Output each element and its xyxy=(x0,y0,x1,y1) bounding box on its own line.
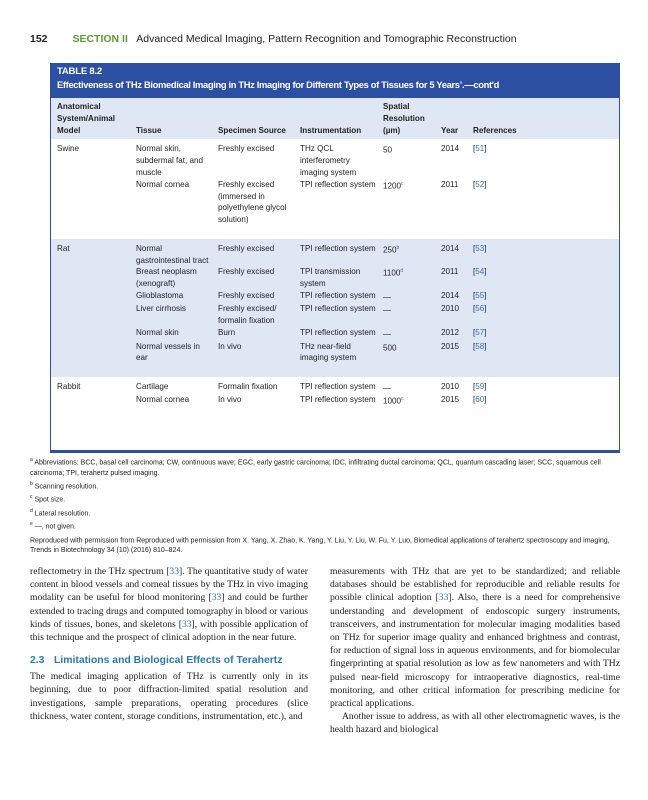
reference-link[interactable]: 59 xyxy=(475,381,485,391)
table-row xyxy=(51,327,619,340)
table-row xyxy=(51,266,619,290)
year-cell: 2015 xyxy=(441,341,460,351)
reference-link[interactable]: 56 xyxy=(475,304,485,314)
model-cell xyxy=(51,303,130,327)
instrument-cell: THz QCL interferometry imaging system xyxy=(300,144,357,177)
tissue-cell: Normal vessels in ear xyxy=(136,341,200,363)
reference-cell: [58] xyxy=(473,341,487,351)
resolution-cell: 1200$^c$ xyxy=(383,180,404,191)
instrument-cell: TPI reflection system xyxy=(300,179,376,189)
resolution-cell: — xyxy=(383,292,392,302)
model-cell xyxy=(51,179,130,239)
model-cell xyxy=(51,394,130,407)
table-row xyxy=(51,239,619,267)
footnote: Reproduced with permission from Reproduced with permission from X. Yang, X. Zhao, K. Yang, Y. Liu, Y. Liu, W. Fu, Y. Luo, Biomedical applications of terahertz spectroscopy and imaging, Trends in Biotechnology 34 (10) (2016) 810–824. xyxy=(30,537,610,555)
instrument-cell: THz near-field imaging system xyxy=(300,341,357,363)
resolution-cell: 250$^b$ xyxy=(383,244,400,255)
table-row xyxy=(51,394,619,407)
table-footnotes xyxy=(30,455,622,557)
body-column-left xyxy=(30,565,308,723)
col-header: Anatomical System/Animal Model xyxy=(57,102,116,135)
footnote: $^a$ Abbreviations: BCC, basal cell carcinoma; CW, continuous wave; EGC, early gastric carcinoma; IDC, infiltrating ductal carcinoma; QCL, quantum cascading laser; SCC, squamous cell carcinoma; TPI, terahertz pulsed imaging. xyxy=(30,457,601,477)
source-cell: Freshly excised xyxy=(218,144,275,154)
source-cell: Freshly excised xyxy=(218,243,275,253)
tissue-cell: Cartilage xyxy=(136,381,169,391)
year-cell: 2010 xyxy=(441,304,460,314)
table-row xyxy=(51,139,619,178)
model-cell xyxy=(51,327,130,340)
reference-link[interactable]: 53 xyxy=(475,243,485,253)
year-cell: 2014 xyxy=(441,144,460,154)
reference-cell: [52] xyxy=(473,179,487,189)
year-cell: 2010 xyxy=(441,381,460,391)
reference-link[interactable]: 54 xyxy=(475,267,485,277)
col-header: Instrumentation xyxy=(300,125,362,135)
data-table xyxy=(51,98,619,408)
resolution-cell: 50 xyxy=(383,146,393,156)
footnote: $^b$ Scanning resolution. xyxy=(30,480,99,491)
resolution-cell: 1000$^c$ xyxy=(383,396,404,406)
reference-cell: [60] xyxy=(473,395,487,405)
reference-cell: [53] xyxy=(473,243,487,253)
body-column-right xyxy=(330,565,620,737)
source-cell: In vivo xyxy=(218,395,242,405)
reference-cell: [54] xyxy=(473,267,487,277)
citation-link[interactable]: 33 xyxy=(211,592,222,604)
table-8-2 xyxy=(50,63,620,453)
source-cell: Freshly excised/ formalin fixation xyxy=(218,304,277,326)
year-cell: 2011 xyxy=(441,267,459,277)
instrument-cell: TPI reflection system xyxy=(300,395,376,405)
tissue-cell: Normal cornea xyxy=(136,179,190,189)
citation-link[interactable]: 33 xyxy=(169,566,179,577)
instrument-cell: TPI reflection system xyxy=(300,381,376,391)
tissue-cell: Normal skin xyxy=(136,328,179,338)
footnote: $^c$ Spot size. xyxy=(30,494,66,504)
instrument-cell: TPI reflection system xyxy=(300,328,376,338)
instrument-cell: TPI reflection system xyxy=(300,243,376,253)
table-caption xyxy=(51,63,619,98)
tissue-cell: Liver cirrhosis xyxy=(136,304,186,314)
col-header: Specimen Source xyxy=(218,125,286,135)
model-cell: Rat xyxy=(57,243,70,253)
tissue-cell: Breast neoplasm (xenograft) xyxy=(136,267,197,289)
model-cell xyxy=(51,341,130,377)
tissue-cell: Glioblastoma xyxy=(136,290,184,300)
tissue-cell: Normal gastrointestinal tract xyxy=(136,243,209,265)
paragraph: reflectometry in the THz spectrum [33]. The quantitative study of water content in blood vessels and corneal tissues by the THz in vivo imaging modality can be useful for blood monitoring [33] and could be further extended to tracing drugs and computed tomography in blood or various kinds of tissues, bones, and skeletons [33], with possible application of this technique and the prospect of clinical adoption in the near future. xyxy=(30,566,308,644)
citation-link[interactable]: 33 xyxy=(438,592,449,604)
instrument-cell: TPI transmission system xyxy=(300,267,361,289)
citation-link[interactable]: 33 xyxy=(181,618,192,630)
table-label: TABLE 8.2 xyxy=(57,66,103,77)
tissue-cell: Normal cornea xyxy=(136,395,190,405)
reference-cell: [57] xyxy=(473,328,487,338)
paragraph: Another issue to address, as with all other electromagnetic waves, is the health hazard and biological xyxy=(330,711,620,736)
reference-cell: [51] xyxy=(473,144,487,154)
tissue-cell: Normal skin, subdermal fat, and muscle xyxy=(136,144,204,177)
source-cell: Freshly excised (immersed in polyethylene glycol solution) xyxy=(218,179,287,225)
reference-link[interactable]: 60 xyxy=(475,395,485,405)
footnote: $^d$ Lateral resolution. xyxy=(30,507,91,518)
model-cell xyxy=(51,290,130,303)
source-cell: Freshly excised xyxy=(218,290,275,300)
table-title: Effectiveness of THz Biomedical Imaging in THz Imaging for Different Types of Tissues for 5 Years$^a$.—cont'd xyxy=(57,79,499,90)
resolution-cell: 1100$^d$ xyxy=(383,268,404,279)
year-cell: 2014 xyxy=(441,243,460,253)
page-number: 152 xyxy=(30,33,48,45)
year-cell: 2014 xyxy=(441,290,460,300)
col-header: Year xyxy=(441,125,459,135)
reference-cell: [55] xyxy=(473,290,487,300)
running-title: Advanced Medical Imaging, Pattern Recognition and Tomographic Reconstruction xyxy=(136,33,517,45)
section-label: SECTION II xyxy=(72,33,128,45)
header-row xyxy=(51,98,619,139)
resolution-cell: 500 xyxy=(383,343,397,353)
reference-link[interactable]: 52 xyxy=(475,179,485,189)
year-cell: 2012 xyxy=(441,328,460,338)
col-header: Tissue xyxy=(136,125,162,135)
model-cell: Swine xyxy=(57,144,80,154)
table-row xyxy=(51,290,619,303)
table-row xyxy=(51,179,619,239)
reference-link[interactable]: 55 xyxy=(475,290,485,300)
paragraph: measurements with THz that are yet to be standardized; and reliable databases should be established for reproducible and reliable results for possible clinical adoption [33]. Also, there is a need for comprehensive understanding and development of endoscopic surgery instruments, transceivers, and instrumentation for molecular imaging modalities based on THz for superior image quality and enhanced brightness and contrast, for reduction of signal loss in aqueous environments, and for biomolecular fingerprinting at spatial resolution as low as few nanometers and with THz pulsed near-field microscopy for intraoperative diagnostics, real-time monitoring, and other critical information for prescribing medicine for practical applications. xyxy=(330,566,620,710)
source-cell: Freshly excised xyxy=(218,267,275,277)
model-cell: Rabbit xyxy=(57,381,81,391)
year-cell: 2015 xyxy=(441,395,460,405)
paragraph: The medical imaging application of THz is currently only in its beginning, due to poor diffraction-limited spatial resolution and investigations, sample preparations, operating procedures (slice thickness, water content, storage conditions, instrumentation, etc.), and xyxy=(30,671,308,722)
model-cell xyxy=(51,266,130,290)
reference-cell: [56] xyxy=(473,304,487,314)
resolution-cell: — xyxy=(383,329,392,339)
reference-link[interactable]: 58 xyxy=(475,341,485,351)
resolution-cell: — xyxy=(383,383,392,393)
reference-cell: [59] xyxy=(473,381,487,391)
reference-link[interactable]: 57 xyxy=(475,328,485,338)
col-header: References xyxy=(473,125,517,135)
source-cell: In vivo xyxy=(218,341,242,351)
year-cell: 2011 xyxy=(441,179,459,189)
section-heading: 2.3 Limitations and Biological Effects of Terahertz xyxy=(30,655,283,667)
footnote: $^e$ —, not given. xyxy=(30,521,76,531)
table-row xyxy=(51,303,619,327)
table-row xyxy=(51,377,619,394)
col-header: Spatial Resolution (µm) xyxy=(383,102,425,135)
reference-link[interactable]: 51 xyxy=(475,144,485,154)
resolution-cell: — xyxy=(383,306,392,316)
instrument-cell: TPI reflection system xyxy=(300,304,376,314)
source-cell: Burn xyxy=(218,328,236,338)
running-head xyxy=(30,33,517,45)
source-cell: Formalin fixation xyxy=(218,381,278,391)
table-row xyxy=(51,341,619,377)
instrument-cell: TPI reflection system xyxy=(300,290,376,300)
